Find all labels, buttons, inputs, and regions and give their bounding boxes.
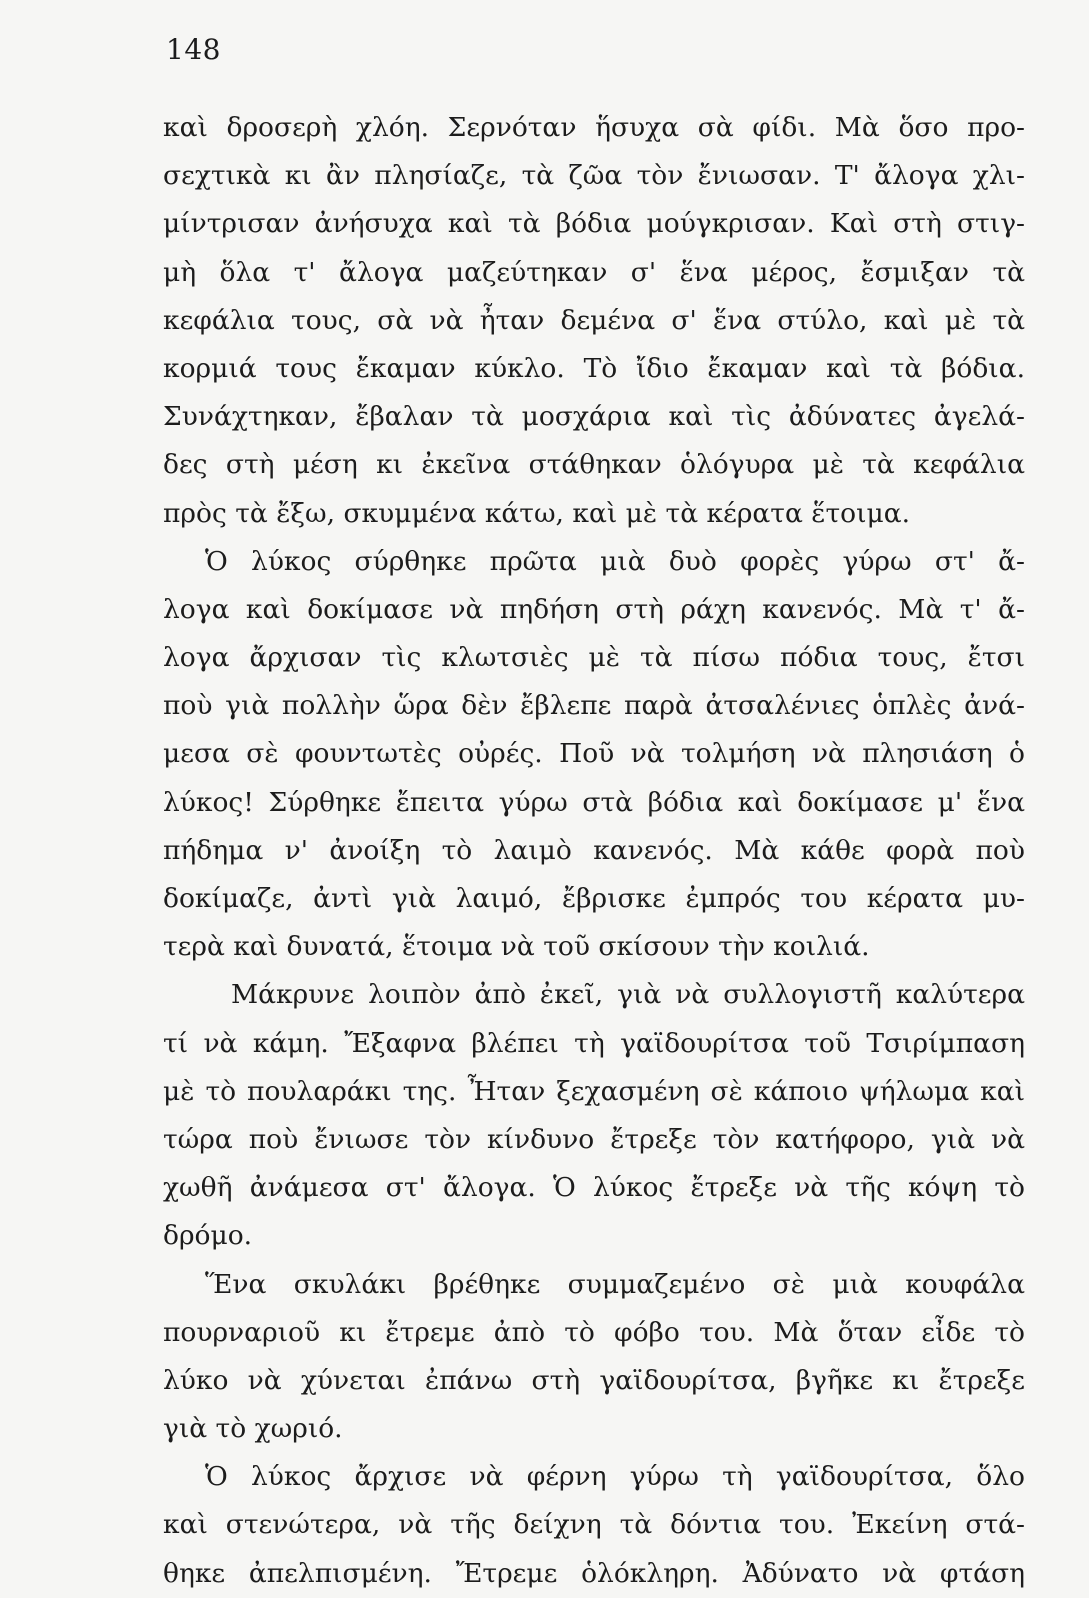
text-line: χωθῆ ἀνάμεσα στ' ἄλογα. Ὁ λύκος ἔτρεξε νὰ τῆς κόψη τὸ	[163, 1172, 1025, 1204]
text-line: δες στὴ μέση κι ἐκεῖνα στάθηκαν ὁλόγυρα μὲ τὰ κεφάλια	[163, 449, 1025, 481]
text-line: θηκε ἀπελπισμένη. Ἔτρεμε ὁλόκληρη. Ἀδύνατο νὰ φτάση	[163, 1557, 1025, 1589]
text-line: ποὺ γιὰ πολλὴν ὥρα δὲν ἔβλεπε παρὰ ἀτσαλένιες ὁπλὲς ἀνά-	[163, 690, 1025, 722]
text-line: πουρναριοῦ κι ἔτρεμε ἀπὸ τὸ φόβο του. Μὰ ὅταν εἶδε τὸ	[163, 1316, 1025, 1348]
text-line: μίντρισαν ἀνήσυχα καὶ τὰ βόδια μούγκρισαν. Καὶ στὴ στιγ-	[163, 208, 1025, 240]
text-line: δρόμο.	[163, 1220, 253, 1252]
text-line: Ὁ λύκος σύρθηκε πρῶτα μιὰ δυὸ φορὲς γύρω στ' ἄ-	[205, 545, 1025, 577]
text-line: τώρα ποὺ ἔνιωσε τὸν κίνδυνο ἔτρεξε τὸν κατήφορο, γιὰ νὰ	[163, 1123, 1025, 1155]
text-line: δοκίμαζε, ἀντὶ γιὰ λαιμό, ἔβρισκε ἐμπρός του κέρατα μυ-	[163, 883, 1025, 914]
text-line: τερὰ καὶ δυνατά, ἕτοιμα νὰ τοῦ σκίσουν τὴν κοιλιά.	[163, 931, 870, 963]
text-line: τί νὰ κάμη. Ἔξαφνα βλέπει τὴ γαϊδουρίτσα τοῦ Τσιρίμπαση	[163, 1027, 1025, 1059]
text-line: μεσα σὲ φουντωτὲς οὐρές. Ποῦ νὰ τολμήση νὰ πλησιάση ὁ	[163, 738, 1025, 770]
text-line: μὴ ὅλα τ' ἄλογα μαζεύτηκαν σ' ἕνα μέρος, ἔσμιξαν τὰ	[163, 256, 1025, 288]
text-line: μὲ τὸ πουλαράκι της. Ἦταν ξεχασμένη σὲ κάποιο ψήλωμα καὶ	[163, 1075, 1025, 1107]
text-line: Μάκρυνε λοιπὸν ἀπὸ ἐκεῖ, γιὰ νὰ συλλογιστῆ καλύτερα	[231, 979, 1025, 1011]
text-line: κεφάλια τους, σὰ νὰ ἦταν δεμένα σ' ἕνα στύλο, καὶ μὲ τὰ	[163, 304, 1025, 336]
text-line: καὶ στενώτερα, νὰ τῆς δείχνη τὰ δόντια του. Ἐκείνη στά-	[163, 1509, 1025, 1541]
text-line: λογα ἄρχισαν τὶς κλωτσιὲς μὲ τὰ πίσω πόδια τους, ἔτσι	[163, 642, 1025, 674]
body-text	[163, 104, 1025, 1598]
text-line: κορμιά τους ἔκαμαν κύκλο. Τὸ ἴδιο ἔκαμαν καὶ τὰ βόδια.	[163, 352, 1025, 384]
text-line: Ὁ λύκος ἄρχισε νὰ φέρνη γύρω τὴ γαϊδουρίτσα, ὅλο	[205, 1461, 1025, 1493]
text-line: λύκος! Σύρθηκε ἔπειτα γύρω στὰ βόδια καὶ δοκίμασε μ' ἕνα	[163, 786, 1025, 818]
text-line: πρὸς τὰ ἔξω, σκυμμένα κάτω, καὶ μὲ τὰ κέρατα ἕτοιμα.	[163, 497, 911, 529]
text-line: καὶ δροσερὴ χλόη. Σερνόταν ἥσυχα σὰ φίδι. Μὰ ὅσο προ-	[163, 112, 1025, 143]
page-number: 148	[166, 33, 221, 66]
text-line: πήδημα ν' ἀνοίξη τὸ λαιμὸ κανενός. Μὰ κάθε φορὰ ποὺ	[163, 834, 1025, 866]
text-line: γιὰ τὸ χωριό.	[163, 1413, 343, 1445]
text-line: λύκο νὰ χύνεται ἐπάνω στὴ γαϊδουρίτσα, βγῆκε κι ἔτρεξε	[163, 1364, 1025, 1396]
text-line: σεχτικὰ κι ἂν πλησίαζε, τὰ ζῶα τὸν ἔνιωσαν. Τ' ἄλογα χλι-	[163, 160, 1025, 192]
text-line: Συνάχτηκαν, ἔβαλαν τὰ μοσχάρια καὶ τὶς ἀδύνατες ἀγελά-	[163, 401, 1025, 433]
text-line: λογα καὶ δοκίμασε νὰ πηδήση στὴ ράχη κανενός. Μὰ τ' ἄ-	[163, 593, 1025, 625]
text-line: Ἕνα σκυλάκι βρέθηκε συμμαζεμένο σὲ μιὰ κουφάλα	[205, 1268, 1025, 1300]
